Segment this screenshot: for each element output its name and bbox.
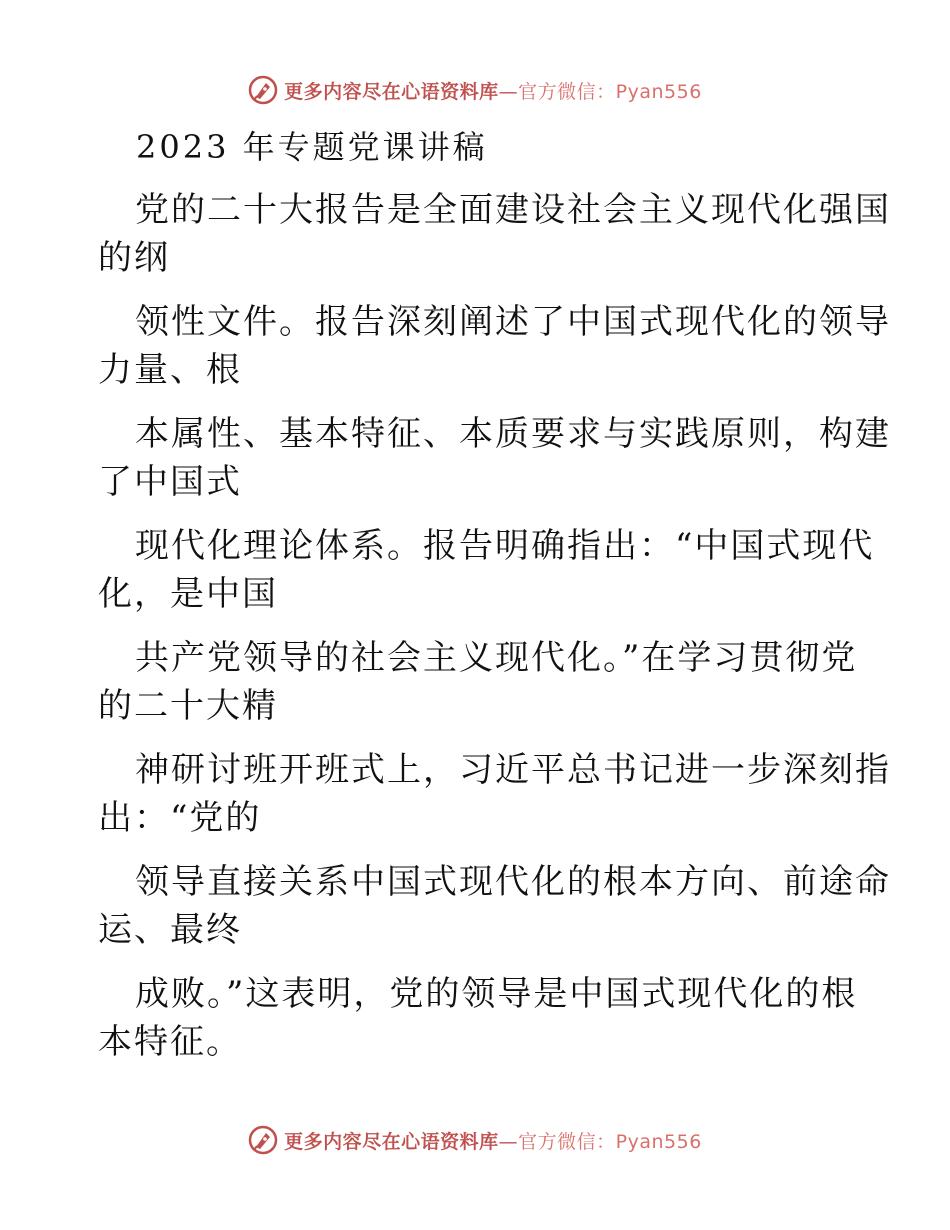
- banner-wechat-text: 官方微信：Pyan556: [518, 80, 702, 103]
- banner-wechat-text: 官方微信：Pyan556: [518, 1130, 702, 1153]
- paragraph-line: 领导直接关系中国式现代化的根本方向、前途命: [135, 862, 891, 902]
- paragraph-line: 运、最终: [98, 910, 242, 950]
- paragraph-line: 现代化理论体系。报告明确指出：“中国式现代: [135, 526, 875, 566]
- banner-main-text: 更多内容尽在心语资料库: [284, 1130, 499, 1153]
- paragraph-line: 了中国式: [98, 462, 242, 502]
- paragraph-line: 本属性、基本特征、本质要求与实践原则，构建: [135, 414, 891, 454]
- paragraph-line: 神研讨班开班式上，习近平总书记进一步深刻指: [135, 750, 891, 790]
- banner-dash: —: [498, 1130, 519, 1153]
- paragraph-line: 领性文件。报告深刻阐述了中国式现代化的领导: [135, 302, 891, 342]
- banner-main-text: 更多内容尽在心语资料库: [284, 80, 499, 103]
- header-banner: [0, 70, 950, 110]
- paragraph-line: 党的二十大报告是全面建设社会主义现代化强国: [135, 190, 891, 230]
- paragraph-line: 成败。”这表明，党的领导是中国式现代化的根: [135, 974, 858, 1014]
- paragraph-line: 出：“党的: [98, 798, 262, 838]
- paragraph-line: 本特征。: [98, 1022, 242, 1062]
- pen-nib-logo-icon: [248, 1125, 278, 1155]
- banner-dash: —: [498, 80, 519, 103]
- pen-nib-logo-icon: [248, 75, 278, 105]
- document-body: [98, 125, 891, 1065]
- paragraph-line: 的二十大精: [98, 686, 278, 726]
- footer-banner: [0, 1120, 950, 1160]
- paragraph-line: 共产党领导的社会主义现代化。”在学习贯彻党: [135, 638, 858, 678]
- document-title: 2023 年专题党课讲稿: [136, 128, 488, 166]
- paragraph-line: 力量、根: [98, 350, 242, 390]
- paragraph-line: 化，是中国: [98, 574, 278, 614]
- paragraph-line: 的纲: [98, 238, 170, 278]
